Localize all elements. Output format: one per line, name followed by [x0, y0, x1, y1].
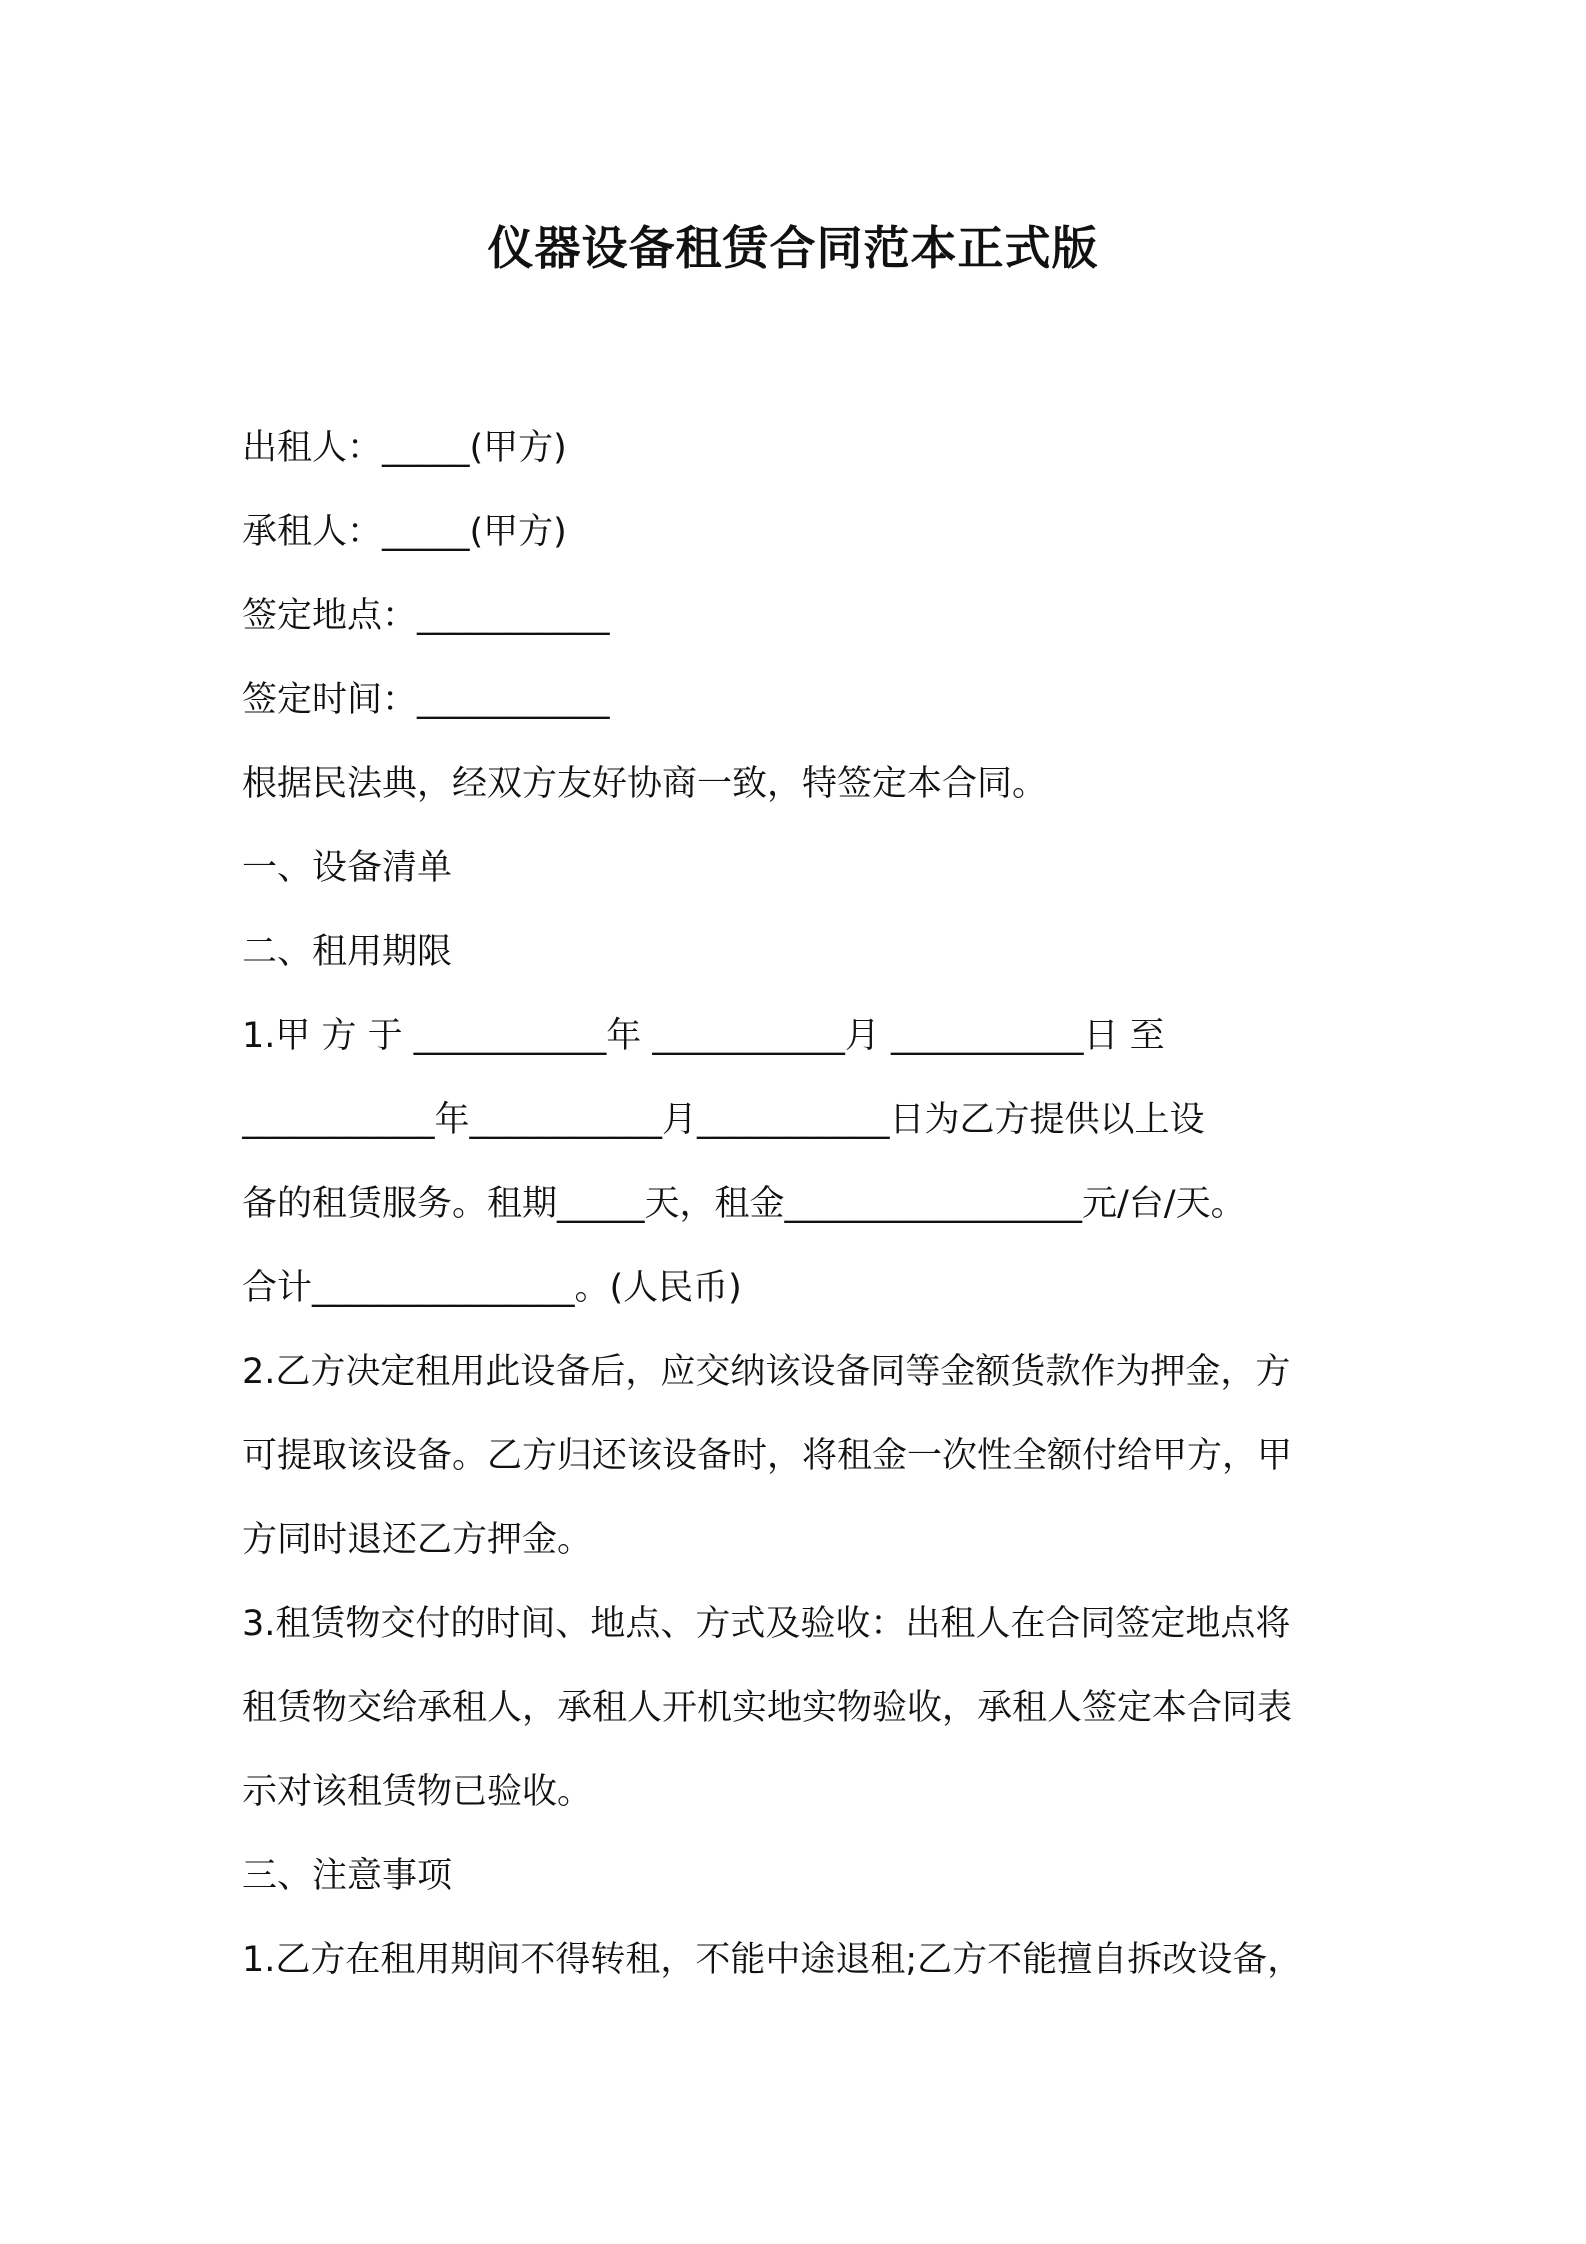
lease-term-total-line: 合计_______________。(人民币) [242, 1268, 742, 1308]
deposit-clause-line-3: 方同时退还乙方押金。 [242, 1520, 593, 1560]
lease-term-clause-line-1: 1.甲 方 于 ___________年 ___________月 ___________日 至 [242, 1016, 1165, 1056]
delivery-clause-line-1: 3.租赁物交付的时间、地点、方式及验收：出租人在合同签定地点将 [242, 1604, 1291, 1644]
lessor-line: 出租人：_____(甲方) [242, 428, 567, 468]
delivery-clause-line-2: 租赁物交给承租人，承租人开机实地实物验收，承租人签定本合同表 [242, 1688, 1293, 1728]
deposit-clause-line-1: 2.乙方决定租用此设备后，应交纳该设备同等金额货款作为押金，方 [242, 1352, 1291, 1392]
section-heading-equipment-list: 一、设备清单 [242, 848, 453, 888]
document-body [242, 406, 1354, 2002]
notes-clause-line-1: 1.乙方在租用期间不得转租，不能中途退租;乙方不能擅自拆改设备， [242, 1940, 1303, 1980]
preamble-line: 根据民法典，经双方友好协商一致，特签定本合同。 [242, 764, 1048, 804]
deposit-clause-line-2: 可提取该设备。乙方归还该设备时，将租金一次性全额付给甲方，甲 [242, 1436, 1293, 1476]
document-title: 仪器设备租赁合同范本正式版 [487, 221, 1099, 275]
lessee-line: 承租人：_____(甲方) [242, 512, 567, 552]
signing-place-line: 签定地点：___________ [242, 596, 610, 636]
section-heading-lease-term: 二、租用期限 [242, 932, 453, 972]
lease-term-clause-line-2: ___________年___________月___________日为乙方提供以上设 [242, 1100, 1205, 1140]
lease-term-clause-line-3: 备的租赁服务。租期_____天，租金_________________元/台/天。 [242, 1184, 1246, 1224]
signing-time-line: 签定时间：___________ [242, 680, 610, 720]
section-heading-notes: 三、注意事项 [242, 1856, 453, 1896]
delivery-clause-line-3: 示对该租赁物已验收。 [242, 1772, 593, 1812]
